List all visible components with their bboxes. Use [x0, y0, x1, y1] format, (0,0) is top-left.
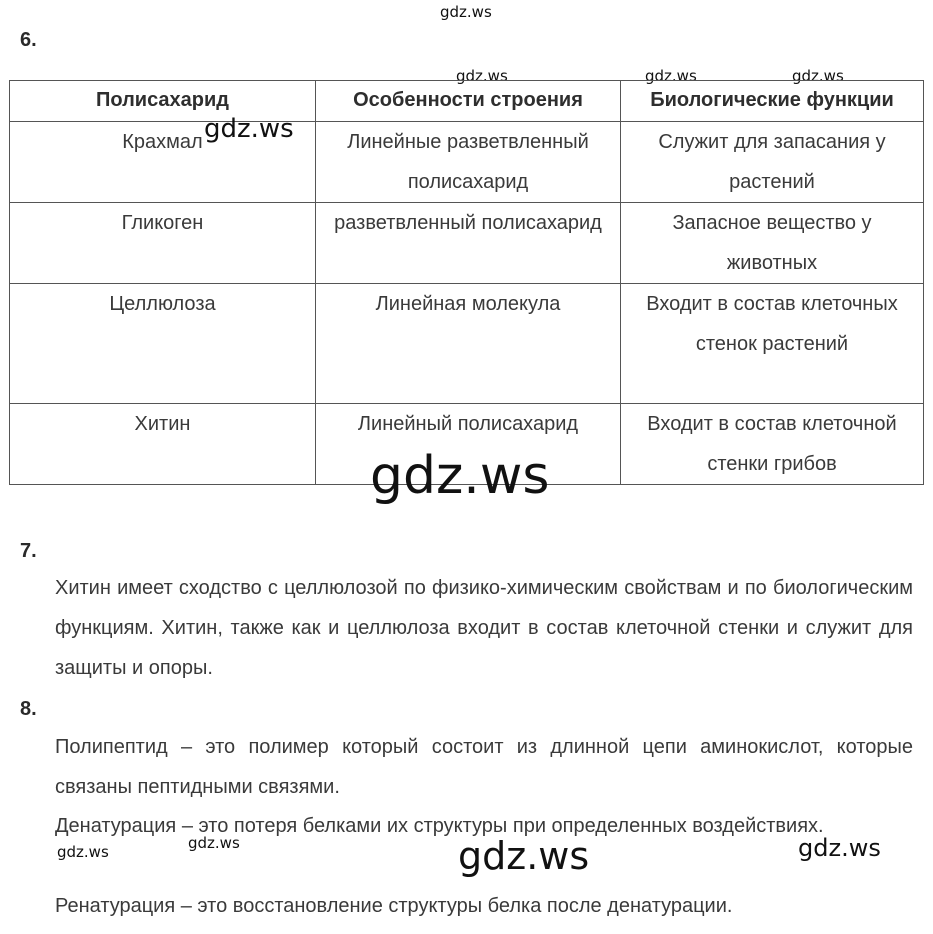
table-cell: Линейная молекула — [316, 284, 621, 404]
table-cell: разветвленный полисахарид — [316, 203, 621, 284]
table-cell: Гликоген — [10, 203, 316, 284]
question-7-text: Хитин имеет сходство с целлюлозой по физико-химическим свойствам и по биологическим функциям. Хитин, также как и целлюлоза входит в состав клеточной стенки и служит для защиты и опоры. — [55, 577, 913, 679]
table-header-structure: Особенности строения — [316, 81, 621, 122]
watermark-top: gdz.ws — [440, 3, 492, 21]
question-8-polypeptide: Полипептид – это полимер который состоит из длинной цепи аминокислот, которые связаны пептидными связями. — [55, 736, 913, 798]
table-row — [10, 203, 924, 284]
watermark-header-1: gdz.ws — [456, 67, 508, 85]
table-cell: Целлюлоза — [10, 284, 316, 404]
table-cell: Запасное вещество у животных — [621, 203, 924, 284]
table-cell: Входит в состав клеточных стенок растений — [621, 284, 924, 404]
watermark-large: gdz.ws — [370, 446, 550, 506]
watermark-bottom-center: gdz.ws — [458, 834, 590, 878]
watermark-header-2: gdz.ws — [645, 67, 697, 85]
question-8-renaturation: Ренатурация – это восстановление структуры белка после денатурации. — [55, 895, 733, 917]
question-7-number: 7. — [20, 540, 37, 562]
table-cell: Входит в состав клеточной стенки грибов — [621, 404, 924, 485]
table-row — [10, 122, 924, 203]
question-8-number: 8. — [20, 698, 37, 720]
watermark-table: gdz.ws — [204, 114, 294, 144]
table-cell: Крахмал — [10, 122, 316, 203]
table-cell: Линейный полисахарид — [316, 404, 621, 485]
watermark-bottom-left: gdz.ws — [57, 843, 109, 861]
question-6-number: 6. — [20, 29, 37, 51]
table-header-functions: Биологические функции — [621, 81, 924, 122]
table-row — [10, 284, 924, 404]
watermark-header-3: gdz.ws — [792, 67, 844, 85]
table-cell: Служит для запасания у растений — [621, 122, 924, 203]
polysaccharide-table — [9, 80, 924, 485]
watermark-bottom-left-2: gdz.ws — [188, 834, 240, 852]
watermark-bottom-right: gdz.ws — [798, 834, 881, 862]
table-cell: Хитин — [10, 404, 316, 485]
table-header-polysaccharide: Полисахарид — [10, 81, 316, 122]
question-8-denaturation: Денатурация – это потеря белками их структуры при определенных воздействиях. — [55, 815, 824, 837]
table-cell: Линейные разветвленный полисахарид — [316, 122, 621, 203]
